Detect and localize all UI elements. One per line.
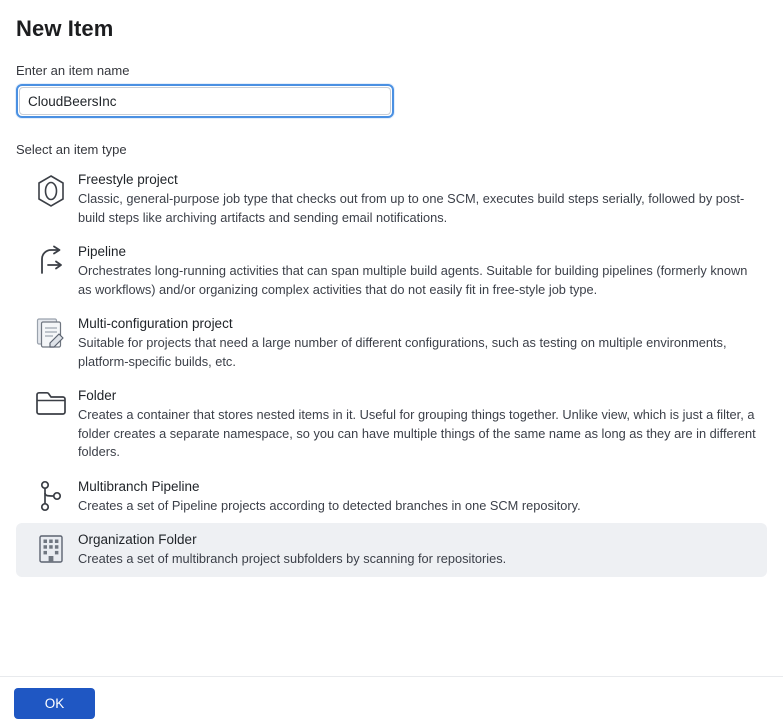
pipeline-icon — [24, 243, 78, 277]
item-type-text — [78, 478, 761, 516]
item-name-input-wrapper[interactable] — [16, 84, 394, 118]
item-type-title: Folder — [78, 388, 117, 403]
dialog-footer — [0, 676, 783, 725]
item-type-text — [78, 531, 761, 569]
folder-icon — [24, 387, 78, 417]
item-type-description: Creates a set of multibranch project subfolders by scanning for repositories. — [78, 551, 507, 566]
item-type-title: Freestyle project — [78, 172, 178, 187]
item-type-folder[interactable] — [16, 379, 767, 470]
item-name-label: Enter an item name — [16, 63, 130, 78]
item-type-pipeline[interactable] — [16, 235, 767, 307]
item-type-freestyle-project[interactable] — [16, 163, 767, 235]
item-name-input[interactable] — [19, 87, 391, 115]
item-type-title: Multi-configuration project — [78, 316, 233, 331]
item-type-description: Creates a set of Pipeline projects according to detected branches in one SCM repository. — [78, 497, 581, 513]
item-type-multibranch-pipeline[interactable] — [16, 470, 767, 524]
item-type-organization-folder[interactable] — [16, 523, 767, 577]
freestyle-gear-icon — [24, 171, 78, 209]
list-fade-overlay — [0, 651, 783, 677]
item-type-text — [78, 315, 761, 371]
item-type-text — [78, 171, 761, 227]
new-item-page — [0, 16, 783, 725]
multibranch-pipeline-icon — [24, 478, 78, 512]
item-type-title: Organization Folder — [78, 532, 197, 547]
item-type-description: Orchestrates long-running activities that can span multiple build agents. Suitable for building pipelines (formerly known as workflows) and/or organizing complex activities that do not easily fit in free-style job type. — [78, 263, 748, 297]
item-type-description: Creates a container that stores nested items in it. Useful for grouping things together. Unlike view, which is just a filter, a folder creates a separate namespace, so you can have multiple things of the same name as long as they are in different folders. — [78, 407, 756, 459]
item-type-label: Select an item type — [16, 142, 127, 157]
item-type-multi-configuration-project[interactable] — [16, 307, 767, 379]
item-type-description: Suitable for projects that need a large number of different configurations, such as testing on multiple environments, platform-specific builds, etc. — [78, 335, 727, 369]
multi-configuration-icon — [24, 315, 78, 349]
item-type-title: Pipeline — [78, 244, 127, 259]
item-type-title: Multibranch Pipeline — [78, 478, 200, 494]
organization-folder-icon — [24, 531, 78, 565]
page-title: New Item — [16, 16, 114, 41]
item-type-text — [78, 387, 761, 462]
item-type-description: Classic, general-purpose job type that checks out from up to one SCM, executes build steps serially, followed by post-build steps like archiving artifacts and sending email notifications. — [78, 191, 745, 225]
item-type-list — [16, 163, 767, 577]
item-type-text — [78, 243, 761, 299]
ok-button[interactable]: OK — [14, 688, 95, 719]
